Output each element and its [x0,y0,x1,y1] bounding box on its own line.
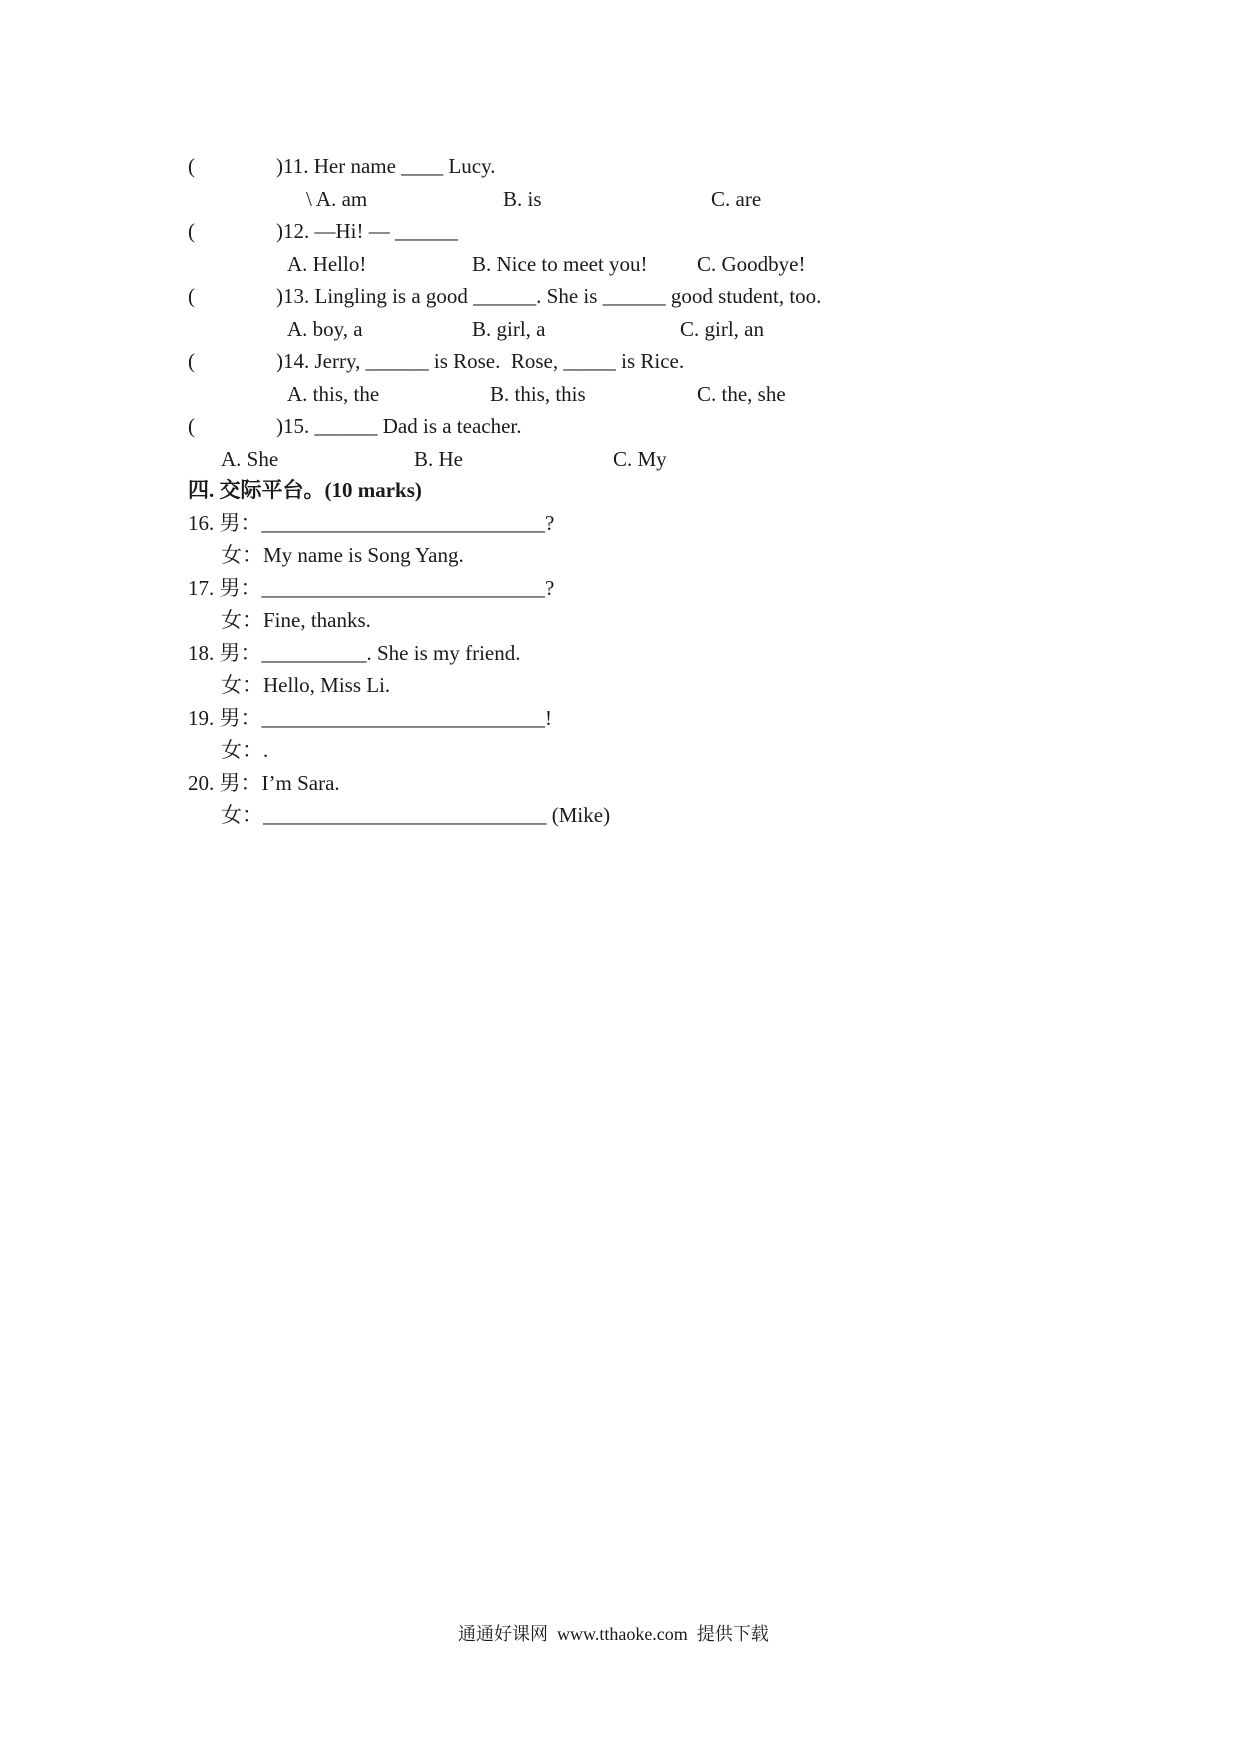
question-14-stem: )14. Jerry, ______ is Rose. Rose, _____ is Rice. [276,349,685,373]
question-12-option-c: C. Goodbye! [697,252,806,276]
dialogue-20-female-line: 女：___________________________ (Mike) [221,803,611,827]
question-13-option-c: C. girl, an [680,317,764,341]
question-15-option-b: B. He [414,447,463,471]
question-15-option-c: C. My [613,447,667,471]
question-11-option-b: B. is [503,187,542,211]
answer-paren-open: ( [188,284,195,308]
question-14-option-a: A. this, the [287,382,380,406]
question-13-option-b: B. girl, a [472,317,546,341]
question-15-stem: )15. ______ Dad is a teacher. [276,414,522,438]
dialogue-16-male-line: 16. 男：___________________________? [188,511,555,535]
question-11-option-c: C. are [711,187,762,211]
question-13-stem: )13. Lingling is a good ______. She is ______ good student, too. [276,284,822,308]
dialogue-19-male-line: 19. 男：___________________________! [188,706,552,730]
section-4-heading: 四. 交际平台。(10 marks) [188,478,422,502]
question-12-stem: )12. —Hi! — ______ [276,219,458,243]
footer-download-credit: 通通好课网 www.tthaoke.com 提供下载 [458,1624,769,1644]
answer-paren-open: ( [188,219,195,243]
dialogue-18-female-line: 女：Hello, Miss Li. [221,673,391,697]
question-12-option-a: A. Hello! [287,252,367,276]
question-12-option-b: B. Nice to meet you! [472,252,648,276]
question-13-option-a: A. boy, a [287,317,363,341]
dialogue-17-male-line: 17. 男：___________________________? [188,576,555,600]
question-11-option-a: \ A. am [306,187,368,211]
question-15-option-a: A. She [221,447,279,471]
dialogue-18-male-line: 18. 男：__________. She is my friend. [188,641,521,665]
answer-paren-open: ( [188,349,195,373]
question-14-option-b: B. this, this [490,382,586,406]
dialogue-20-male-line: 20. 男：I’m Sara. [188,771,340,795]
question-14-option-c: C. the, she [697,382,786,406]
dialogue-16-female-line: 女：My name is Song Yang. [221,543,464,567]
dialogue-17-female-line: 女：Fine, thanks. [221,608,371,632]
answer-paren-open: ( [188,414,195,438]
answer-paren-open: ( [188,154,195,178]
question-11-stem: )11. Her name ____ Lucy. [276,154,496,178]
dialogue-19-female-line: 女：. [221,738,269,762]
